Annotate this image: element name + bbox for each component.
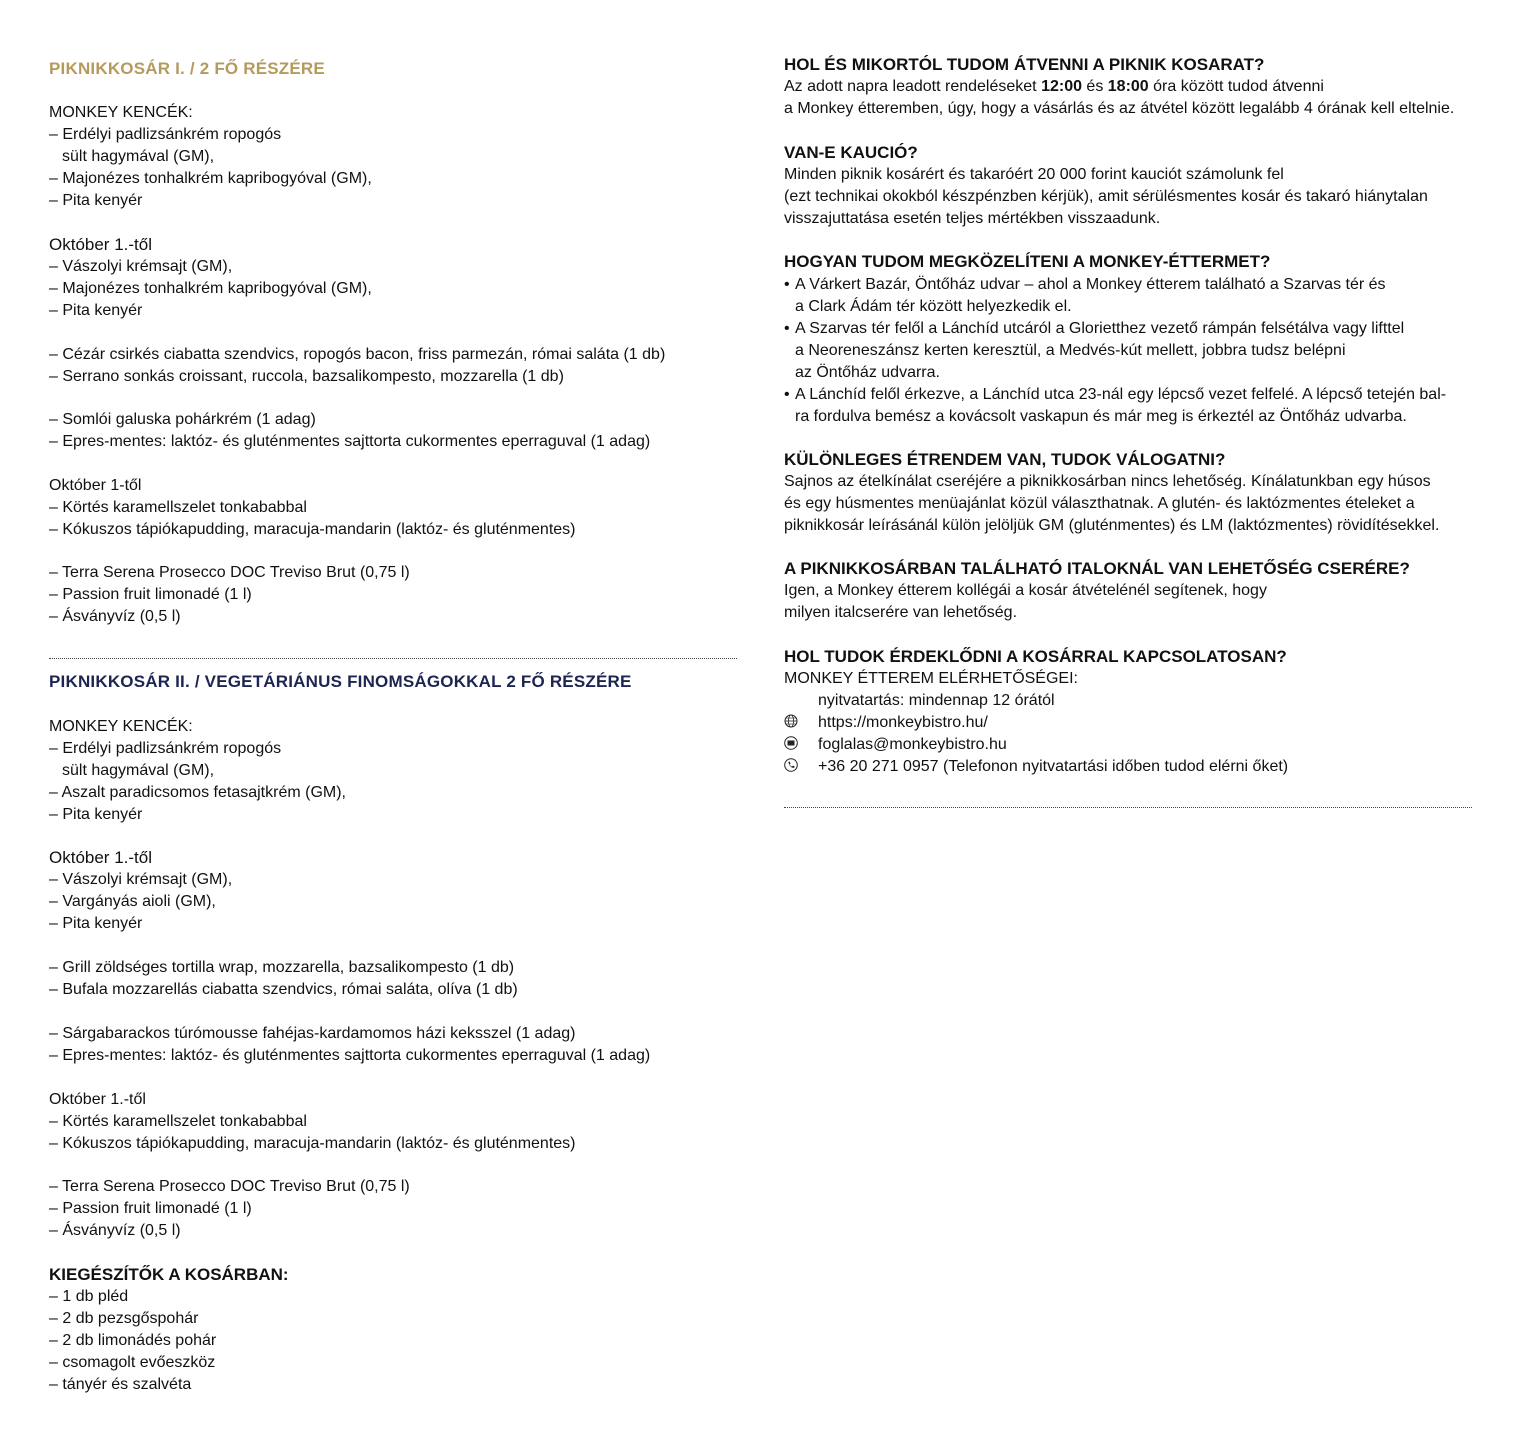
list-item: sült hagymával (GM), [62,762,215,779]
list-item: sült hagymával (GM), [62,148,215,165]
list-item: – Epres-mentes: laktóz- és gluténmentes sajttorta cukormentes eperraguval (1 adag) [49,433,651,450]
globe-icon [784,714,798,728]
list-item: – 2 db limonádés pohár [49,1332,217,1349]
list-item: – Ásványvíz (0,5 l) [49,608,181,625]
list-item: – Majonézes tonhalkrém kapribogyóval (GM), [49,280,372,297]
basket2-title: PIKNIKKOSÁR II. / VEGETÁRIÁNUS FINOMSÁGOKKAL 2 FŐ RÉSZÉRE [49,672,632,691]
list-item: – Körtés karamellszelet tonkababbal [49,499,307,516]
contact-label: MONKEY ÉTTEREM ELÉRHETŐSÉGEI: [784,670,1078,687]
list-item: – Epres-mentes: laktóz- és gluténmentes sajttorta cukormentes eperraguval (1 adag) [49,1047,651,1064]
faq-question: A PIKNIKKOSÁRBAN TALÁLHATÓ ITALOKNÁL VAN LEHETŐSÉG CSERÉRE? [784,559,1410,578]
opening-hours: nyitvatartás: mindennap 12 órától [818,692,1055,709]
basket1-spreads-label: MONKEY KENCÉK: [49,104,193,121]
list-item: – tányér és szalvéta [49,1376,192,1393]
list-item: – Bufala mozzarellás ciabatta szendvics, római saláta, olíva (1 db) [49,981,518,998]
faq-bullet-continuation: ra fordulva bemész a kovácsolt vaskapun és már meg is érkeztél az Öntőház udvarba. [795,408,1407,425]
list-item: – Terra Serena Prosecco DOC Treviso Brut (0,75 l) [49,564,410,581]
list-item: – Pita kenyér [49,302,143,319]
faq-bullet-continuation: a Neoreneszánsz kerten keresztül, a Medvés-kút mellett, jobbra tudsz belépni [795,342,1346,359]
basket1-october-dessert-label: Október 1-től [49,477,142,494]
website-link[interactable]: https://monkeybistro.hu/ [818,714,988,731]
list-item: – Erdélyi padlizsánkrém ropogós [49,126,282,143]
pickup-end-time: 18:00 [1107,78,1149,95]
list-item: – Serrano sonkás croissant, ruccola, bazsalikompesto, mozzarella (1 db) [49,368,564,385]
list-item: – Terra Serena Prosecco DOC Treviso Brut (0,75 l) [49,1178,410,1195]
list-item: – Passion fruit limonadé (1 l) [49,586,252,603]
list-item: – Sárgabarackos túrómousse fahéjas-kardamomos házi keksszel (1 adag) [49,1025,576,1042]
divider [49,658,737,659]
pickup-start-time: 12:00 [1041,78,1082,95]
list-item: – Vászolyi krémsajt (GM), [49,258,233,275]
faq-answer: Minden piknik kosárért és takaróért 20 000 forint kauciót számolunk fel [784,166,1284,183]
list-item: – Körtés karamellszelet tonkababbal [49,1113,307,1130]
list-item: – 2 db pezsgőspohár [49,1310,199,1327]
faq-answer: milyen italcserére van lehetőség. [784,604,1018,621]
faq-answer: Sajnos az ételkínálat cseréjére a piknikkosárban nincs lehetőség. Kínálatunkban egy húsos [784,473,1431,490]
list-item: – Vargányás aioli (GM), [49,893,216,910]
basket1-october-label: Október 1.-től [49,235,152,254]
faq-question: HOL ÉS MIKORTÓL TUDOM ÁTVENNI A PIKNIK KOSARAT? [784,55,1265,74]
list-item: – Somlói galuska pohárkrém (1 adag) [49,411,316,428]
basket1-title: PIKNIKKOSÁR I. / 2 FŐ RÉSZÉRE [49,59,325,78]
accessories-title: KIEGÉSZÍTŐK A KOSÁRBAN: [49,1265,289,1284]
list-item: – Kókuszos tápiókapudding, maracuja-mandarin (laktóz- és gluténmentes) [49,521,576,538]
faq-bullet-item: • A Szarvas tér felől a Lánchíd utcáról a Glorietthez vezető rámpán felsétálva vagy lifttel [784,320,1405,337]
list-item: – Grill zöldséges tortilla wrap, mozzarella, bazsalikompesto (1 db) [49,959,515,976]
list-item: – 1 db pléd [49,1288,129,1305]
faq-question: VAN-E KAUCIÓ? [784,143,918,162]
list-item: – Pita kenyér [49,192,143,209]
list-item: – Majonézes tonhalkrém kapribogyóval (GM), [49,170,372,187]
phone-number[interactable]: +36 20 271 0957 (Telefonon nyitvatartási időben tudod elérni őket) [818,758,1289,775]
list-item: – Kókuszos tápiókapudding, maracuja-mandarin (laktóz- és gluténmentes) [49,1135,576,1152]
faq-answer: Az adott napra leadott rendeléseket 12:00 és 18:00 óra között tudod átvenni [784,78,1324,95]
faq-bullet-item: • A Lánchíd felől érkezve, a Lánchíd utca 23-nál egy lépcső vezet felfelé. A lépcső tetején bal- [784,386,1447,403]
faq-bullet-item: • A Várkert Bazár, Öntőház udvar – ahol a Monkey étterem található a Szarvas tér és [784,276,1386,293]
list-item: – Cézár csirkés ciabatta szendvics, ropogós bacon, friss parmezán, római saláta (1 db) [49,346,666,363]
list-item: – Ásványvíz (0,5 l) [49,1222,181,1239]
list-item: – Passion fruit limonadé (1 l) [49,1200,252,1217]
list-item: – Vászolyi krémsajt (GM), [49,871,233,888]
list-item: – Pita kenyér [49,806,143,823]
faq-answer: a Monkey étteremben, úgy, hogy a vásárlás és az átvétel között legalább 4 órának kell eltelnie. [784,100,1455,117]
faq-bullet-continuation: a Clark Ádám tér között helyezkedik el. [795,298,1072,315]
faq-answer: Igen, a Monkey étterem kollégái a kosár átvételénél segítenek, hogy [784,582,1267,599]
list-item: – Erdélyi padlizsánkrém ropogós [49,740,282,757]
faq-answer: visszajuttatása esetén teljes mértékben visszaadunk. [784,210,1161,227]
faq-answer: (ezt technikai okokból készpénzben kérjük), amit sérülésmentes kosár és takaró hiánytalan [784,188,1428,205]
mail-icon [784,736,798,750]
basket2-october-dessert-label: Október 1.-től [49,1091,146,1108]
list-item: – Pita kenyér [49,915,143,932]
phone-icon [784,758,798,772]
list-item: – Aszalt paradicsomos fetasajtkrém (GM), [49,784,346,801]
faq-answer: és egy húsmentes menüajánlat közül választhatnak. A glutén- és laktózmentes ételeket a [784,495,1415,512]
list-item: – csomagolt evőeszköz [49,1354,216,1371]
faq-question: HOGYAN TUDOM MEGKÖZELÍTENI A MONKEY-ÉTTERMET? [784,252,1271,271]
basket2-october-label: Október 1.-től [49,848,152,867]
faq-bullet-continuation: az Öntőház udvarra. [795,364,940,381]
faq-question: HOL TUDOK ÉRDEKLŐDNI A KOSÁRRAL KAPCSOLATOSAN? [784,647,1287,666]
divider [784,807,1472,808]
basket2-spreads-label: MONKEY KENCÉK: [49,718,193,735]
faq-answer: piknikkosár leírásánál külön jelöljük GM (gluténmentes) és LM (laktózmentes) rövidítésekkel. [784,517,1440,534]
faq-question: KÜLÖNLEGES ÉTRENDEM VAN, TUDOK VÁLOGATNI? [784,450,1226,469]
email-link[interactable]: foglalas@monkeybistro.hu [818,736,1007,753]
